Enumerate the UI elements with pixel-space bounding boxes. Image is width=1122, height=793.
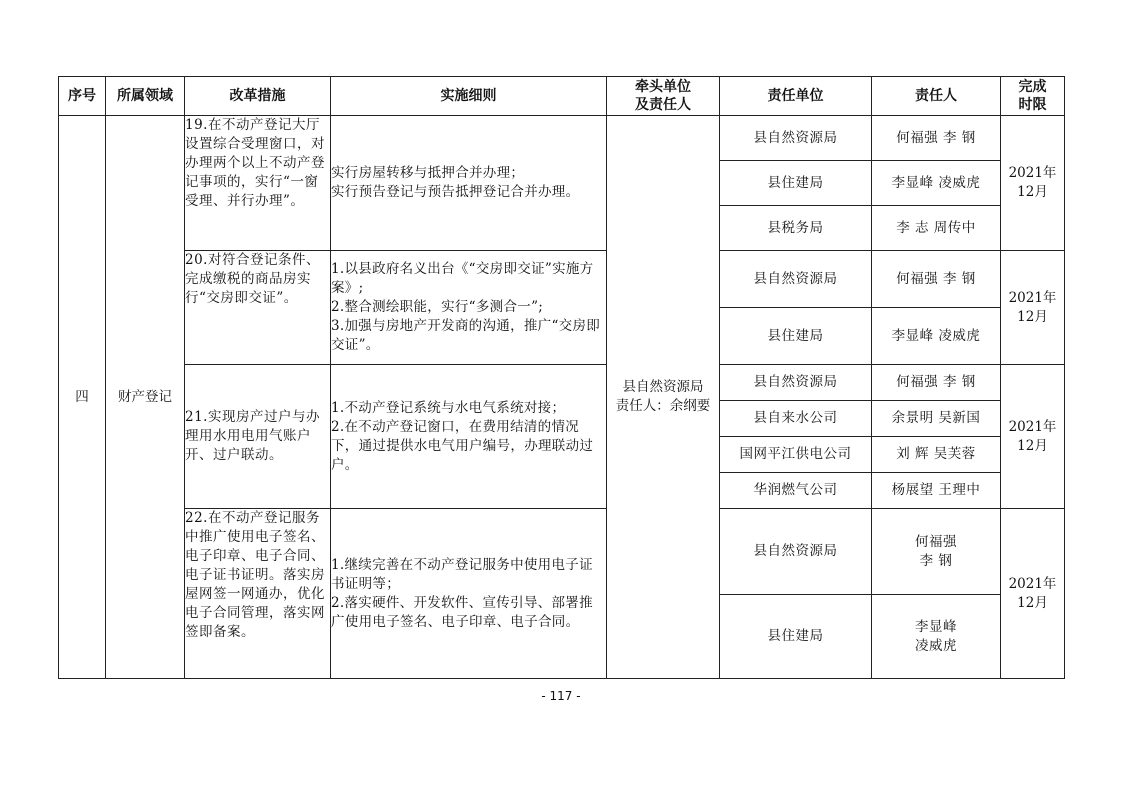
- unit-cell: 县住建局: [720, 595, 872, 679]
- person-cell: 李 志 周传中: [872, 206, 1001, 251]
- header-detail: 实施细则: [331, 77, 607, 116]
- person-cell: 李显峰 凌威虎: [872, 161, 1001, 206]
- header-person: 责任人: [872, 77, 1001, 116]
- detail-cell: 1.继续完善在不动产登记服务中使用电子证书证明等； 2.落实硬件、开发软件、宣传引导、部署推广使用电子签名、电子印章、电子合同。: [331, 509, 607, 679]
- person-cell: 刘 辉 吴芙蓉: [872, 437, 1001, 473]
- table-row: [59, 365, 1065, 401]
- table-row: [59, 116, 1065, 161]
- header-measure: 改革措施: [185, 77, 331, 116]
- person-cell: 何福强 李 钢: [872, 365, 1001, 401]
- unit-cell: 县自然资源局: [720, 116, 872, 161]
- person-cell: 何福强 李 钢: [872, 509, 1001, 595]
- header-field: 所属领域: [106, 77, 185, 116]
- person-cell: 何福强 李 钢: [872, 251, 1001, 308]
- measure-cell: 20.对符合登记条件、完成缴税的商品房实行“交房即交证”。: [185, 251, 331, 365]
- table-row: [59, 509, 1065, 595]
- person-cell: 何福强 李 钢: [872, 116, 1001, 161]
- person-cell: 余景明 吴新国: [872, 401, 1001, 437]
- detail-cell: 实行房屋转移与抵押合并办理； 实行预告登记与预告抵押登记合并办理。: [331, 116, 607, 251]
- measure-cell: 19.在不动产登记大厅设置综合受理窗口，对办理两个以上不动产登记事项的，实行“一窗受理、并行办理”。: [185, 116, 331, 251]
- person-cell: 杨展望 王理中: [872, 473, 1001, 509]
- unit-cell: 县自然资源局: [720, 251, 872, 308]
- header-unit: 责任单位: [720, 77, 872, 116]
- detail-cell: 1.不动产登记系统与水电气系统对接； 2.在不动产登记窗口，在费用结清的情况下，通过提供水电气用户编号，办理联动过户。: [331, 365, 607, 509]
- person-cell: 李显峰 凌威虎: [872, 595, 1001, 679]
- unit-cell: 县住建局: [720, 161, 872, 206]
- unit-cell: 国网平江供电公司: [720, 437, 872, 473]
- table-row: [59, 251, 1065, 308]
- unit-cell: 县自然资源局: [720, 509, 872, 595]
- unit-cell: 华润燃气公司: [720, 473, 872, 509]
- person-cell: 李显峰 凌威虎: [872, 308, 1001, 365]
- deadline-cell: 2021年 12月: [1001, 251, 1065, 365]
- deadline-cell: 2021年 12月: [1001, 509, 1065, 679]
- header-deadline: 完成 时限: [1001, 77, 1065, 116]
- unit-cell: 县税务局: [720, 206, 872, 251]
- unit-cell: 县住建局: [720, 308, 872, 365]
- deadline-cell: 2021年 12月: [1001, 365, 1065, 509]
- measure-cell: 21.实现房产过户与办理用水用电用气账户开、过户联动。: [185, 365, 331, 509]
- header-row: [59, 77, 1065, 116]
- unit-cell: 县自来水公司: [720, 401, 872, 437]
- deadline-cell: 2021年 12月: [1001, 116, 1065, 251]
- measure-cell: 22.在不动产登记服务中推广使用电子签名、电子印章、电子合同、电子证书证明。落实房屋网签一网通办，优化电子合同管理，落实网签即备案。: [185, 509, 331, 679]
- seq-cell: 四: [59, 116, 106, 679]
- detail-cell: 1.以县政府名义出台《“交房即交证”实施方案》; 2.整合测绘职能，实行“多测合一”; 3.加强与房地产开发商的沟通，推广“交房即交证”。: [331, 251, 607, 365]
- page-number: - 117 -: [541, 689, 581, 703]
- header-seq: 序号: [59, 77, 106, 116]
- header-lead: 牵头单位 及责任人: [607, 77, 720, 116]
- field-cell: 财产登记: [106, 116, 185, 679]
- lead-cell: 县自然资源局 责任人：余纲要: [607, 116, 720, 679]
- reform-table: [58, 76, 1065, 679]
- unit-cell: 县自然资源局: [720, 365, 872, 401]
